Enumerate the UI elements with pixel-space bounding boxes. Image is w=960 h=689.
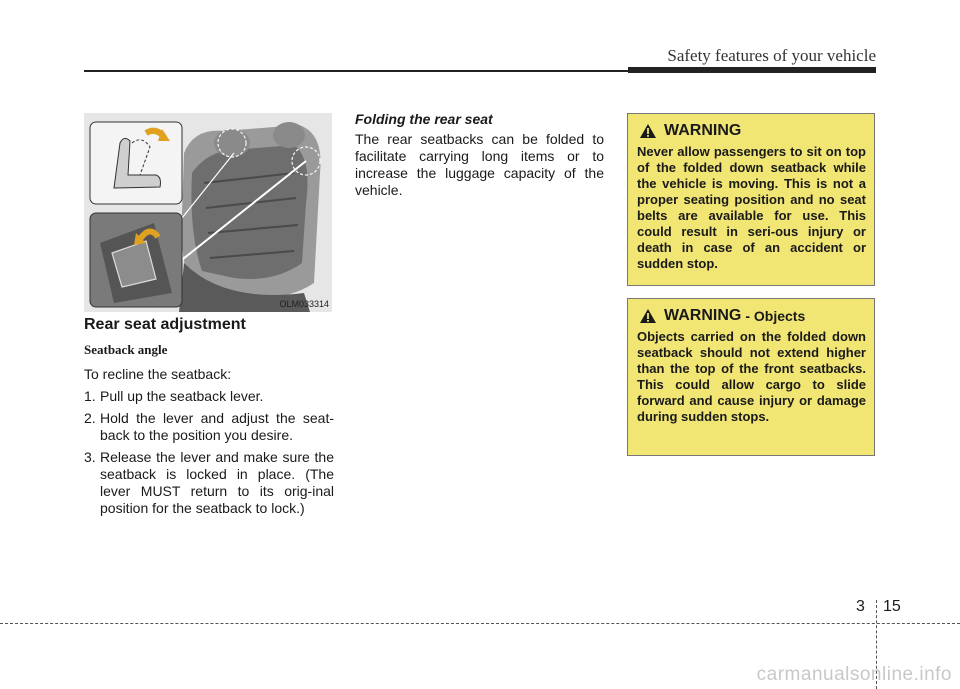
- step-number: 1.: [84, 388, 96, 404]
- chapter-number: 3: [856, 598, 865, 615]
- recline-intro: To recline the seatback:: [84, 366, 232, 382]
- rear-seat-drawing: [84, 113, 332, 312]
- seatback-angle-heading: Seatback angle: [84, 342, 168, 357]
- figure-code: OLM033314: [279, 299, 329, 309]
- step-text: Release the lever and make sure the seatback is locked in place. (The lever MUST return to its orig-inal position for the seatback to lock.): [100, 449, 334, 516]
- warning-box-seating: [627, 113, 875, 286]
- folding-heading: Folding the rear seat: [355, 111, 493, 127]
- warning-body: Never allow passengers to sit on top of the folded down seatback while the vehicle is moving. This is not a proper seating position and no seat belts are available for use. This could result in seri-ous injury or death in case of an accident or sudden stop.: [637, 144, 866, 271]
- warning-box-objects: [627, 298, 875, 456]
- warning-subtitle: - Objects: [745, 308, 806, 324]
- step-item: [84, 388, 334, 405]
- warning-triangle-icon: [639, 123, 657, 139]
- header-rule-accent: [628, 67, 876, 73]
- left-column: [84, 316, 334, 522]
- folding-body: The rear seatbacks can be folded to facilitate carrying long items or to increase the luggage capacity of the vehicle.: [355, 131, 604, 198]
- step-item: [84, 449, 334, 517]
- watermark: carmanualsonline.info: [756, 664, 952, 685]
- step-text: Hold the lever and adjust the seat-back to the position you desire.: [100, 410, 334, 443]
- warning-triangle-icon: [639, 308, 657, 324]
- step-number: 2.: [84, 410, 96, 426]
- warning-title: WARNING: [664, 307, 742, 324]
- step-number: 3.: [84, 449, 96, 465]
- warning-title: WARNING: [664, 122, 742, 139]
- running-header: Safety features of your vehicle: [667, 46, 876, 65]
- footer-rule: [0, 623, 960, 624]
- warning-body: Objects carried on the folded down seatback should not extend higher than the top of the front seatbacks. This could allow cargo to slide forward and cause injury or damage during sudden stops.: [637, 329, 866, 424]
- page-number: 15: [883, 598, 901, 615]
- step-item: [84, 410, 334, 444]
- rear-seat-illustration: [84, 113, 332, 312]
- step-text: Pull up the seatback lever.: [100, 388, 264, 404]
- middle-column: [355, 111, 604, 204]
- rear-seat-heading: Rear seat adjustment: [84, 316, 246, 333]
